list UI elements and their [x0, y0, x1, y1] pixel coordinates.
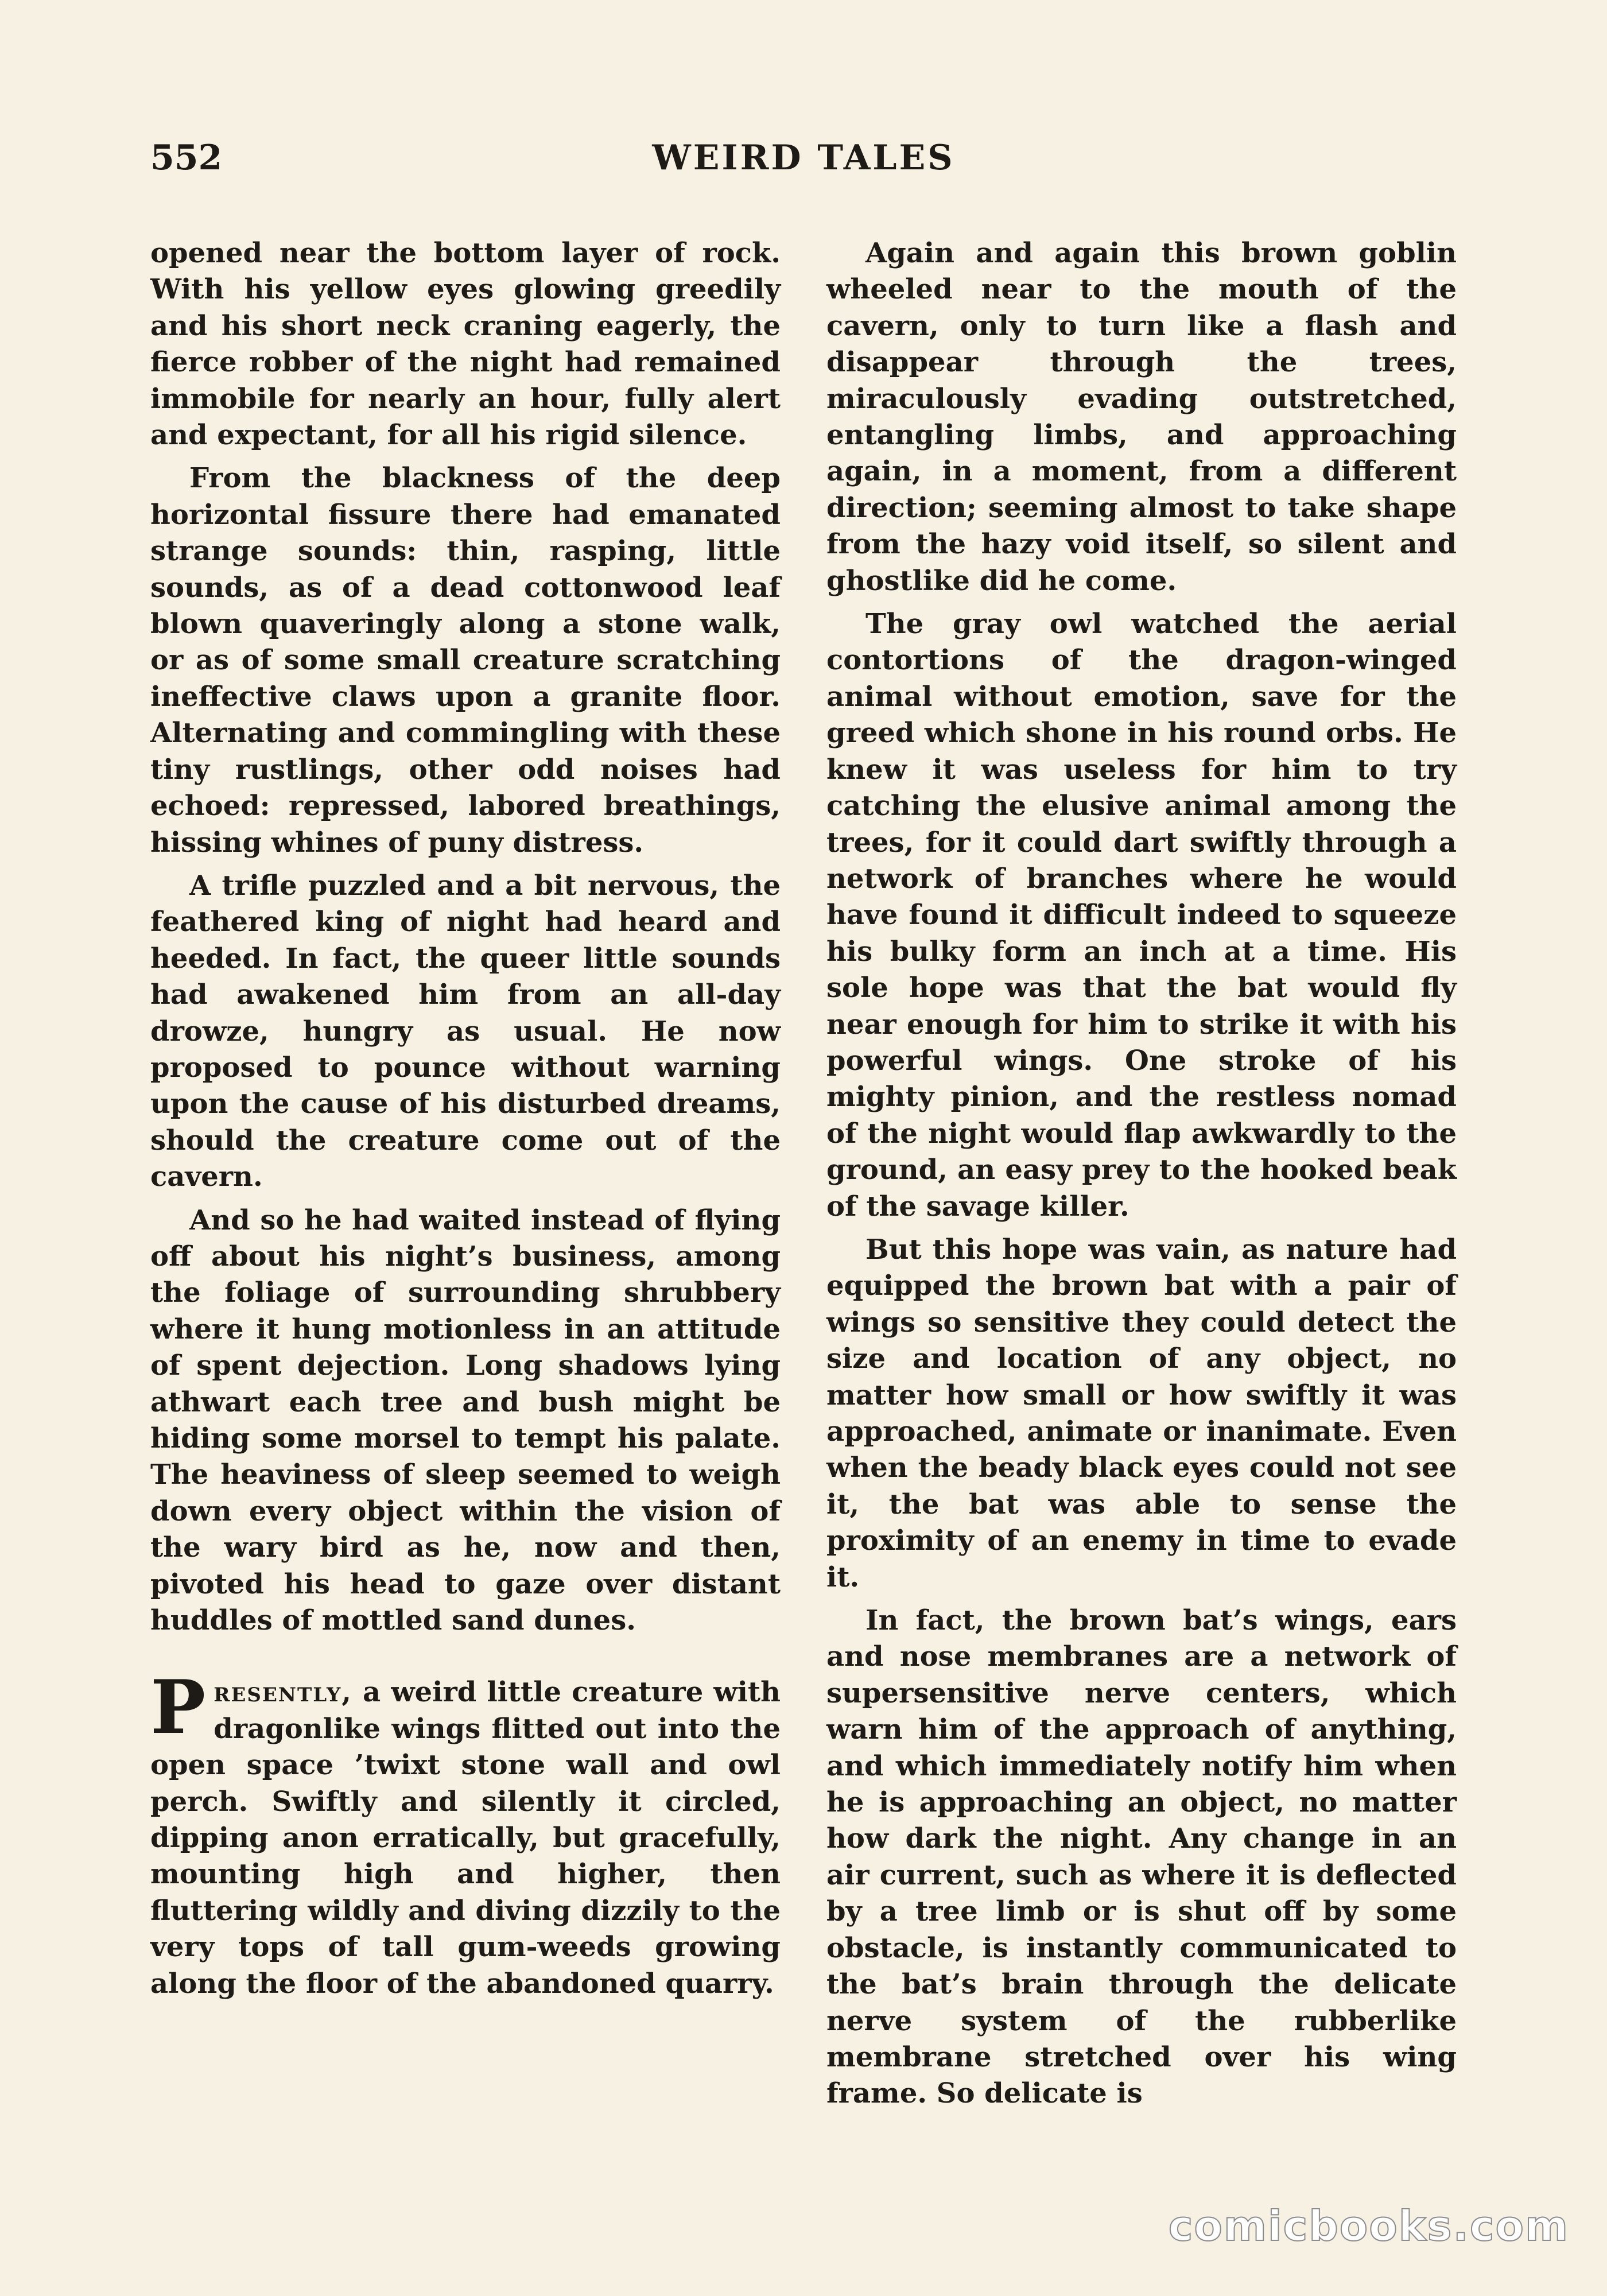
paragraph: But this hope was vain, as nature had equipped the brown bat with a pair of wings so sensitive they could detect the size and location of any object, no matter how small or how swiftly it was approached, animate or inanimate. Even when the beady black eyes could not see it, the bat was able to sense the proximity of an enemy in time to evade it. [826, 1233, 1457, 1593]
paragraph-text: a weird little creature with dragonlike wings flitted out into the open space ’twixt stone wall and owl perch. Swiftly and silently it circled, dipping anon erratically, but gracefully, mounting high and higher, then fluttering wildly and diving dizzily to the very tops of tall gum-weeds growing along the floor of the abandoned quarry. [150, 1676, 781, 2000]
page-number: 552 [150, 138, 223, 178]
drop-cap: P [150, 1665, 206, 1751]
small-caps-lead: resently, [214, 1676, 352, 1709]
left-column [150, 235, 781, 2002]
paragraph: Again and again this brown goblin wheeled near to the mouth of the cavern, only to turn like a flash and disappear through the trees, miraculously evading outstretched, entangling limbs, and approaching again, in a moment, from a different direction; seeming almost to take shape from the hazy void itself, so silent and ghostlike did he come. [826, 237, 1457, 597]
running-head-title: WEIRD TALES [652, 138, 955, 178]
paragraph: The gray owl watched the aerial contortions of the dragon-winged animal without emotion, save for the greed which shone in his round orbs. He knew it was useless for him to try catching the elusive animal among the trees, for it could dart swiftly through a network of branches where he would have found it difficult indeed to squeeze his bulky form an inch at a time. His sole hope was that the bat would fly near enough for him to strike it with his powerful wings. One stroke of his mighty pinion, and the restless nomad of the night would flap awkwardly to the ground, an easy prey to the hooked beak of the savage killer. [826, 608, 1457, 1223]
paragraph: From the blackness of the deep horizontal fissure there had emanated strange sounds: thin, rasping, little sounds, as of a dead cottonwood leaf blown quaveringly along a stone walk, or as of some small creature scratching ineffective claws upon a granite floor. Alternating and commingling with these tiny rustlings, other odd noises had echoed: repressed, labored breathings, hissing whines of puny distress. [150, 462, 781, 859]
paragraph: And so he had waited instead of flying off about his night’s business, among the foliage of surrounding shrubbery where it hung motionless in an attitude of spent dejection. Long shadows lying athwart each tree and bush might be hiding some morsel to tempt his palate. The heaviness of sleep seemed to weigh down every object within the vision of the wary bird as he, now and then, pivoted his head to gaze over distant huddles of mottled sand dunes. [150, 1204, 781, 1637]
paragraph-section-start [150, 1665, 781, 2002]
section-break [150, 1639, 781, 1674]
paragraph: opened near the bottom layer of rock. With his yellow eyes glowing greedily and his short neck craning eagerly, the fierce robber of the night had remained immobile for nearly an hour, fully alert and expectant, for all his rigid silence. [150, 237, 781, 452]
paragraph: A trifle puzzled and a bit nervous, the feathered king of night had heard and heeded. In fact, the queer little sounds had awakened him from an all-day drowze, hungry as usual. He now proposed to pounce without warning upon the cause of his disturbed dreams, should the creature come out of the cavern. [150, 869, 781, 1193]
right-column [826, 235, 1457, 2112]
watermark-logo: comicbooks.com [1168, 2202, 1569, 2250]
paragraph: In fact, the brown bat’s wings, ears and nose membranes are a network of supersensitive nerve centers, which warn him of the approach of anything, and which immediately notify him when he is approaching an object, no matter how dark the night. Any change in an air current, such as where it is deflected by a tree limb or is shut off by some obstacle, is instantly communicated to the bat’s brain through the delicate nerve system of the rubberlike membrane stretched over his wing frame. So delicate is [826, 1604, 1457, 2110]
